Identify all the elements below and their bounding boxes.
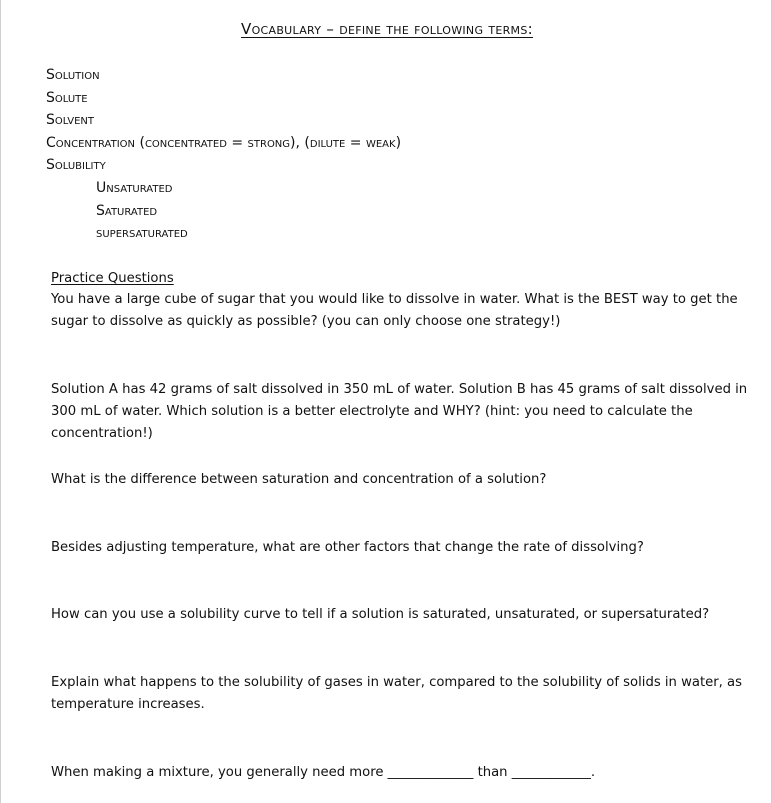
question-6: Explain what happens to the solubility of gases in water, compared to the solubility of solids in water, as temperature increases. xyxy=(51,675,743,712)
vocab-term-solution: Solution xyxy=(46,67,100,83)
vocab-term-solute: Solute xyxy=(46,89,88,106)
question-3: What is the difference between saturation and concentration of a solution? xyxy=(51,472,547,487)
question-1: You have a large cube of sugar that you would like to dissolve in water. What is the BEST way to get the sugar to dissolve as quickly as possible? (you can only choose one strategy!) xyxy=(51,292,738,329)
vocab-subterm-supersaturated: supersaturated xyxy=(96,225,188,242)
practice-questions-heading: Practice Questions xyxy=(51,271,174,286)
question-5: How can you use a solubility curve to tell if a solution is saturated, unsaturated, or supersaturated? xyxy=(51,607,710,622)
vocabulary-heading xyxy=(1,20,772,38)
vocab-term-solubility: Solubility xyxy=(46,157,106,174)
vocab-term-concentration: Concentration (concentrated = strong), (dilute = weak) xyxy=(46,134,402,151)
vocab-subterm-unsaturated: Unsaturated xyxy=(96,179,173,196)
vocab-subterm-saturated: Saturated xyxy=(96,202,158,219)
vocabulary-heading-text: Vocabulary – define the following terms: xyxy=(241,20,533,38)
question-7: When making a mixture, you generally need more _____________ than ____________. xyxy=(51,765,596,780)
vocab-term-solvent: Solvent xyxy=(46,112,94,129)
question-2: Solution A has 42 grams of salt dissolved in 350 mL of water. Solution B has 45 grams of salt dissolved in 300 mL of water. Which solution is a better electrolyte and WHY? (hint: you need to calculate the concentration!) xyxy=(51,382,748,441)
vocabulary-term-list xyxy=(46,64,401,245)
question-4: Besides adjusting temperature, what are other factors that change the rate of dissolving? xyxy=(51,540,644,555)
